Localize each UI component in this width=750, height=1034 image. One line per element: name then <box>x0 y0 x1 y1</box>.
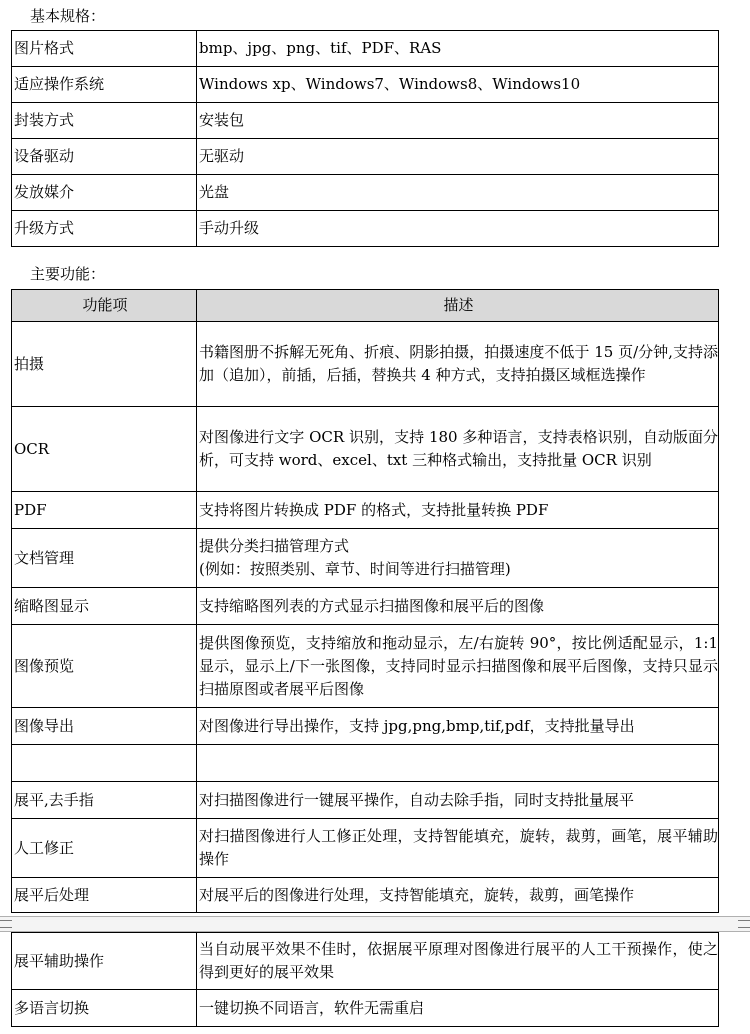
feature-desc: 对图像进行导出操作，支持 jpg,png,bmp,tif,pdf，支持批量导出 <box>197 708 719 745</box>
feature-row-post-process <box>12 878 719 913</box>
feature-desc: 提供图像预览，支持缩放和拖动显示，左/右旋转 90°，按比例适配显示，1:1 显示，显示上/下一张图像，支持同时显示扫描图像和展平后图像，支持只显示扫描原图或者展平后图像 <box>197 625 719 708</box>
feature-desc: 对扫描图像进行人工修正处理，支持智能填充，旋转，裁剪，画笔，展平辅助操作 <box>197 819 719 878</box>
spec-table <box>11 30 719 247</box>
spec-value: 安装包 <box>197 103 719 139</box>
features-header-row <box>12 290 719 322</box>
spec-label: 图片格式 <box>12 31 197 67</box>
feature-row-export <box>12 708 719 745</box>
spec-label: 发放媒介 <box>12 175 197 211</box>
feature-row-docs <box>12 529 719 588</box>
feature-item: 拍摄 <box>12 322 197 407</box>
page-break-divider <box>0 916 750 932</box>
feature-item: 文档管理 <box>12 529 197 588</box>
spec-row-driver <box>12 139 719 175</box>
feature-item: 展平,去手指 <box>12 782 197 819</box>
page-break-right-icon <box>738 920 750 928</box>
feature-row-capture <box>12 322 719 407</box>
spec-row-os <box>12 67 719 103</box>
feature-row-manual-fix <box>12 819 719 878</box>
spec-value: 无驱动 <box>197 139 719 175</box>
header-item: 功能项 <box>12 290 197 322</box>
spec-label: 适应操作系统 <box>12 67 197 103</box>
feature-desc: 一键切换不同语言，软件无需重启 <box>197 990 719 1027</box>
feature-row-preview <box>12 625 719 708</box>
feature-item: OCR <box>12 407 197 492</box>
feature-desc: 提供分类扫描管理方式 <box>199 537 350 555</box>
spec-row-upgrade <box>12 211 719 247</box>
features-table <box>11 289 719 913</box>
feature-desc: 对扫描图像进行一键展平操作，自动去除手指，同时支持批量展平 <box>197 782 719 819</box>
feature-item: 人工修正 <box>12 819 197 878</box>
feature-desc: 对图像进行文字 OCR 识别，支持 180 多种语言，支持表格识别，自动版面分析，可支持 word、excel、txt 三种格式输出，支持批量 OCR 识别 <box>197 407 719 492</box>
feature-row-flatten-assist <box>12 933 719 990</box>
spec-label: 设备驱动 <box>12 139 197 175</box>
feature-desc-cell <box>197 529 719 588</box>
features-table-continued <box>11 932 719 1027</box>
spec-label: 封装方式 <box>12 103 197 139</box>
feature-row-language <box>12 990 719 1027</box>
features-heading: 主要功能： <box>30 265 106 283</box>
spec-value: 手动升级 <box>197 211 719 247</box>
feature-item: PDF <box>12 492 197 529</box>
page-break-left-icon <box>0 920 12 928</box>
spec-row-media <box>12 175 719 211</box>
feature-desc: 对展平后的图像进行处理，支持智能填充，旋转，裁剪，画笔操作 <box>197 878 719 913</box>
feature-item: 图像预览 <box>12 625 197 708</box>
feature-row-flatten <box>12 782 719 819</box>
feature-desc: 支持将图片转换成 PDF 的格式，支持批量转换 PDF <box>197 492 719 529</box>
spec-heading: 基本规格： <box>30 7 106 25</box>
spec-row-package <box>12 103 719 139</box>
spec-label: 升级方式 <box>12 211 197 247</box>
feature-item <box>12 745 197 782</box>
feature-row-ocr <box>12 407 719 492</box>
spec-value: Windows xp、Windows7、Windows8、Windows10 <box>197 67 719 103</box>
feature-item: 多语言切换 <box>12 990 197 1027</box>
feature-row-pdf <box>12 492 719 529</box>
feature-row-thumbnails <box>12 588 719 625</box>
feature-item: 缩略图显示 <box>12 588 197 625</box>
spec-row-image-format <box>12 31 719 67</box>
feature-desc: 当自动展平效果不佳时，依据展平原理对图像进行展平的人工干预操作，使之得到更好的展平效果 <box>197 933 719 990</box>
feature-desc-example: (例如：按照类别、章节、时间等进行扫描管理) <box>199 560 511 578</box>
feature-item: 展平后处理 <box>12 878 197 913</box>
header-desc: 描述 <box>197 290 719 322</box>
feature-desc: 书籍图册不拆解无死角、折痕、阴影拍摄，拍摄速度不低于 15 页/分钟,支持添加（追加），前插，后插，替换共 4 种方式，支持拍摄区域框选操作 <box>197 322 719 407</box>
feature-desc: 支持缩略图列表的方式显示扫描图像和展平后的图像 <box>197 588 719 625</box>
feature-row-empty <box>12 745 719 782</box>
feature-desc <box>197 745 719 782</box>
feature-item: 展平辅助操作 <box>12 933 197 990</box>
feature-item: 图像导出 <box>12 708 197 745</box>
spec-value: bmp、jpg、png、tif、PDF、RAS <box>197 31 719 67</box>
spec-value: 光盘 <box>197 175 719 211</box>
